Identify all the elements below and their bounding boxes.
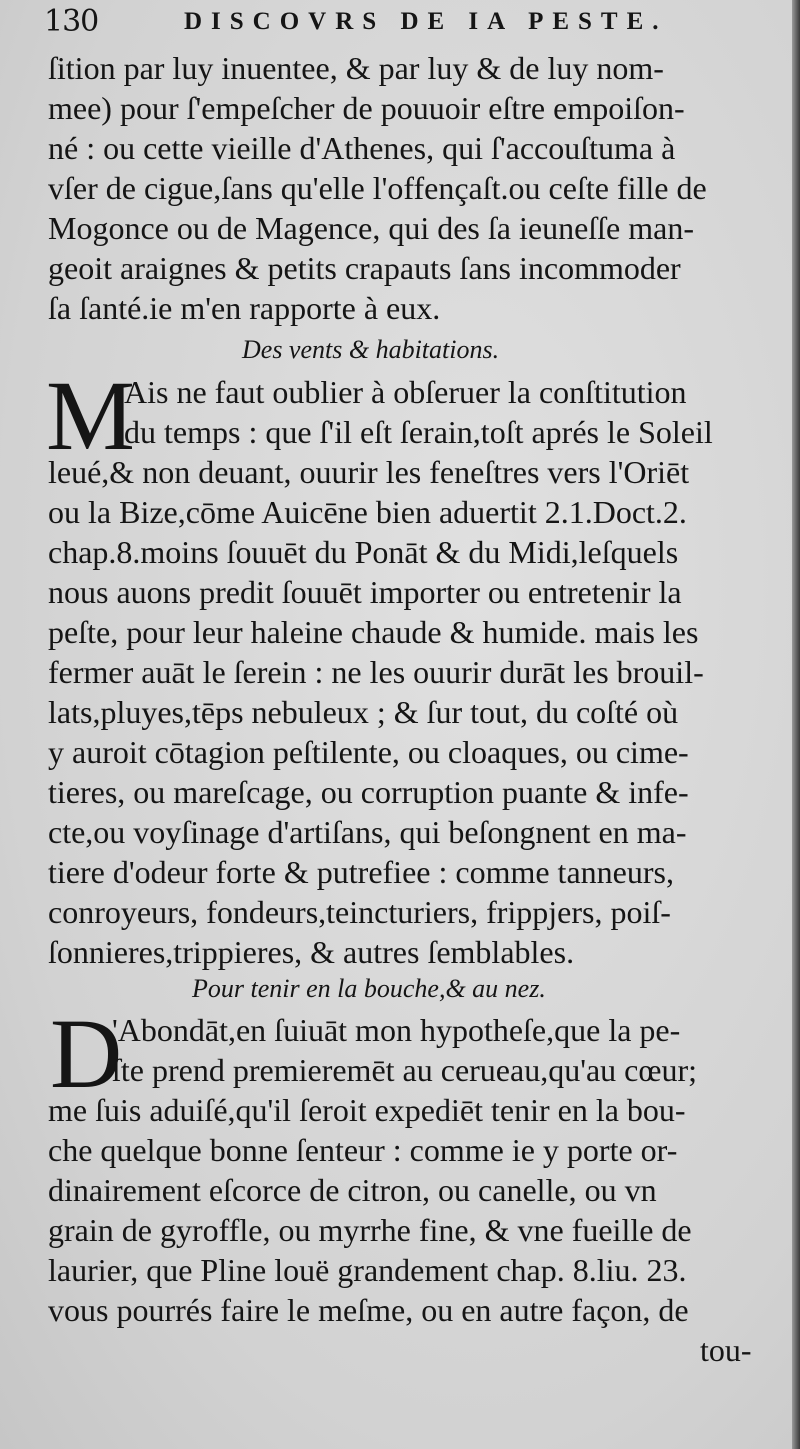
- text-line: fermer auāt le ſerein : ne les ouurir durāt les brouil-: [48, 654, 704, 690]
- text-line: tieres, ou mareſcage, ou corruption puante & infe-: [48, 774, 689, 810]
- catchword: tou-: [700, 1332, 752, 1368]
- text-line: 'Abondāt,en ſuiuāt mon hypotheſe,que la pe-: [112, 1012, 681, 1048]
- text-line: dinairement eſcorce de citron, ou canelle, ou vn: [48, 1172, 657, 1208]
- page-header: [44, 4, 764, 38]
- page-edge-shadow: [792, 0, 800, 1449]
- text-line: Mogonce ou de Magence, qui des ſa ieuneſſe man-: [48, 210, 694, 246]
- text-line: ſte prend premieremēt au cerueau,qu'au cœur;: [112, 1052, 698, 1088]
- page-number: 130: [44, 4, 99, 39]
- text-line: né : ou cette vieille d'Athenes, qui ſ'accouſtuma à: [48, 130, 676, 166]
- text-line: laurier, que Pline louë grandement chap. 8.liu. 23.: [48, 1252, 687, 1288]
- text-line: ſonnieres,trippieres, & autres ſemblables.: [48, 934, 575, 970]
- text-line: tiere d'odeur forte & putrefiee : comme tanneurs,: [48, 854, 674, 890]
- text-line: y auroit cōtagion peſtilente, ou cloaques, ou cime-: [48, 734, 689, 770]
- text-line: vſer de cigue,ſans qu'elle l'offençaſt.ou ceſte fille de: [48, 170, 707, 206]
- text-line: chap.8.moins ſouuēt du Ponāt & du Midi,leſquels: [48, 534, 679, 570]
- running-title: DISCOVRS DE IA PESTE.: [184, 8, 668, 35]
- section-heading: Pour tenir en la bouche,& au nez.: [192, 974, 546, 1003]
- text-line: geoit araignes & petits crapauts ſans incommoder: [48, 250, 681, 286]
- text-line: ſition par luy inuentee, & par luy & de luy nom-: [48, 50, 664, 86]
- text-line: me ſuis aduiſé,qu'il ſeroit expediēt tenir en la bou-: [48, 1092, 686, 1128]
- text-line: ſa ſanté.ie m'en rapporte à eux.: [48, 290, 441, 326]
- text-line: grain de gyroffle, ou myrrhe fine, & vne fueille de: [48, 1212, 692, 1248]
- text-line: leué,& non deuant, ouurir les feneſtres vers l'Oriēt: [48, 454, 690, 490]
- text-line: vous pourrés faire le meſme, ou en autre façon, de: [48, 1292, 689, 1328]
- text-line: lats,pluyes,tēps nebuleux ; & ſur tout, du coſté où: [48, 694, 679, 730]
- text-line: conroyeurs, fondeurs,teincturiers, frippjers, poiſ-: [48, 894, 671, 930]
- drop-cap: D: [50, 998, 123, 1109]
- text-line: che quelque bonne ſenteur : comme ie y porte or-: [48, 1132, 678, 1168]
- text-line: ou la Bize,cōme Auicēne bien aduertit 2.1.Doct.2.: [48, 494, 687, 530]
- text-line: cte,ou voyſinage d'artiſans, qui beſongnent en ma-: [48, 814, 687, 850]
- section-heading: Des vents & habitations.: [242, 335, 500, 364]
- text-line: peſte, pour leur haleine chaude & humide. mais les: [48, 614, 699, 650]
- text-line: du temps : que ſ'il eſt ſerain,toſt aprés le Soleil: [124, 414, 713, 450]
- text-line: mee) pour ſ'empeſcher de pouuoir eſtre empoiſon-: [48, 90, 685, 126]
- drop-cap: M: [46, 360, 135, 471]
- text-line: Ais ne faut oublier à obſeruer la conſtitution: [124, 374, 687, 410]
- text-line: nous auons predit ſouuēt importer ou entretenir la: [48, 574, 682, 610]
